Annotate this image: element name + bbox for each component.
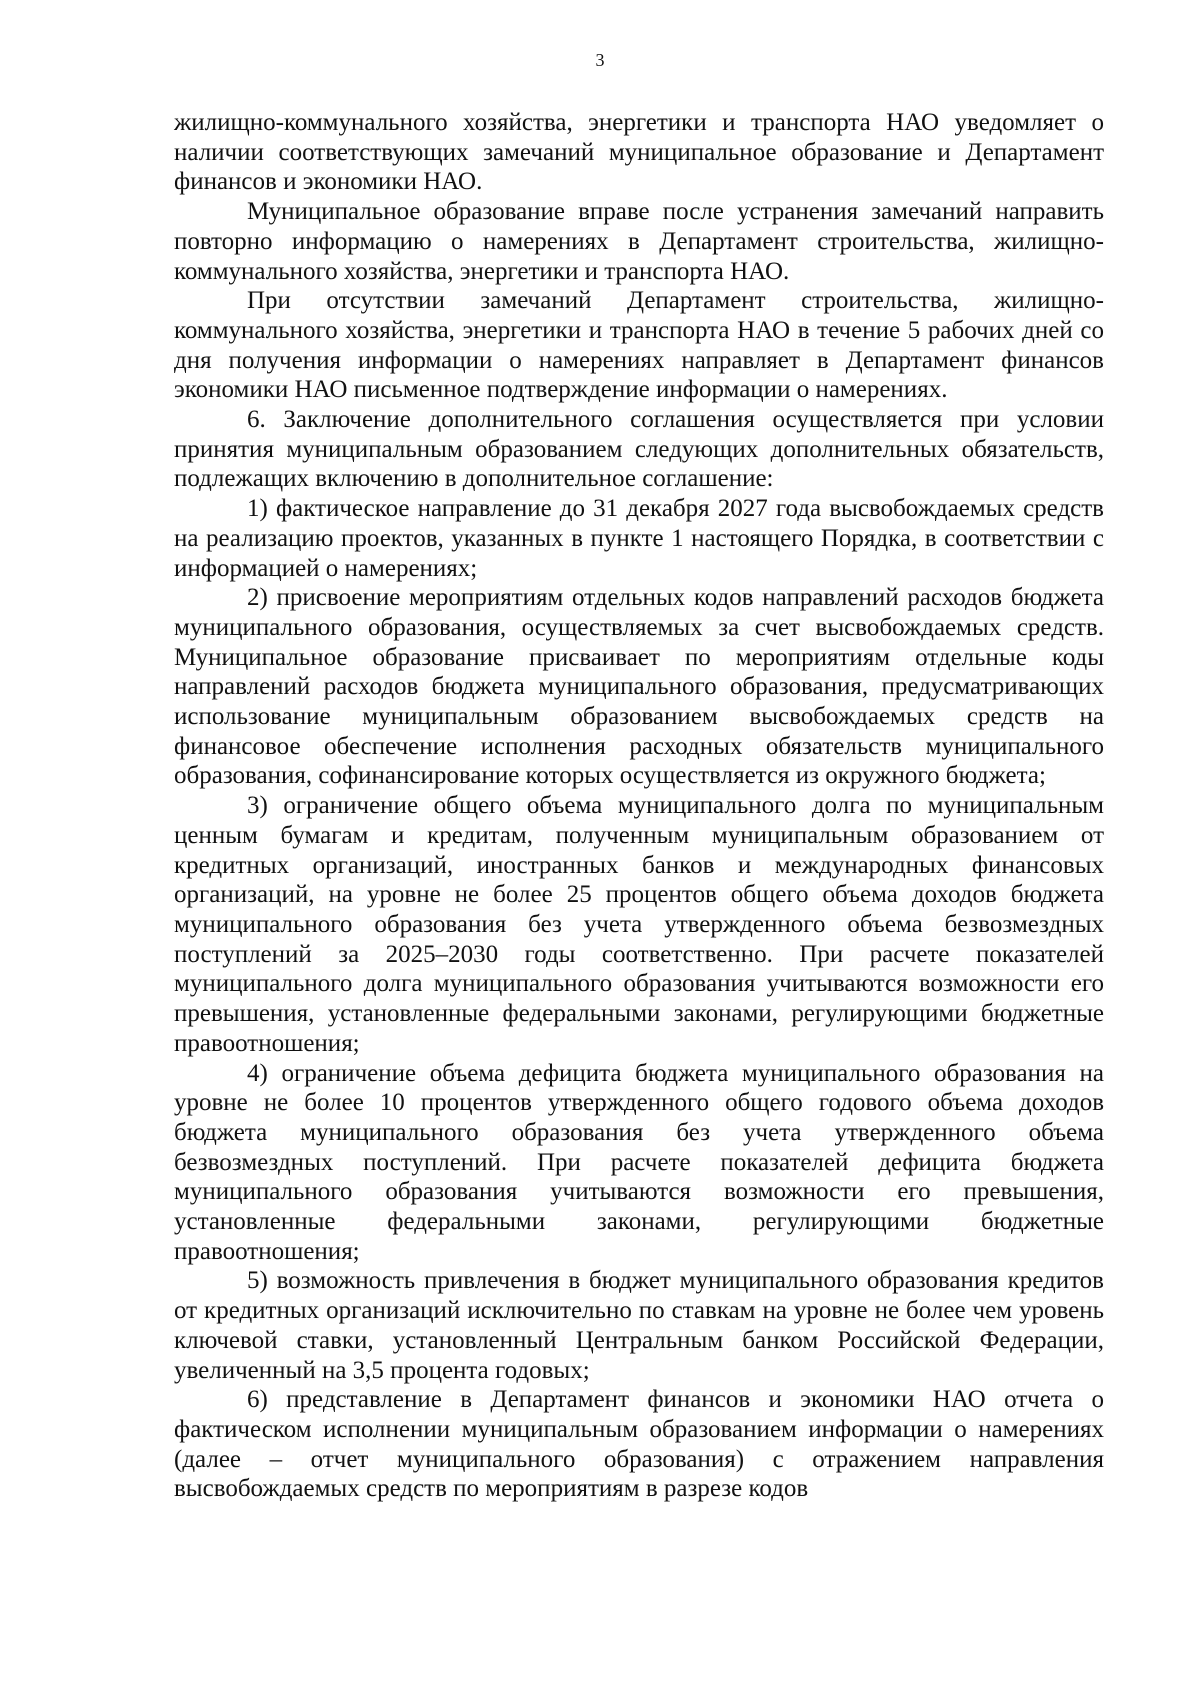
paragraph-clause-6: 6. Заключение дополнительного соглашения осуществляется при условии принятия муниципальным образованием следующих дополнительных обязательств, подлежащих включению в дополнительное соглашение: <box>174 406 1104 493</box>
paragraph-continuation: жилищно-коммунального хозяйства, энергетики и транспорта НАО уведомляет о наличии соответствующих замечаний муниципальное образование и Департамент финансов и экономики НАО. <box>174 109 1104 196</box>
paragraph-confirmation: При отсутствии замечаний Департамент строительства, жилищно-коммунального хозяйства, энергетики и транспорта НАО в течение 5 рабочих дней со дня получения информации о намерениях направляет в Департамент финансов экономики НАО письменное подтверждение информации о намерениях. <box>174 287 1104 404</box>
document-body <box>174 108 1104 1504</box>
paragraph-item-2: 2) присвоение мероприятиям отдельных кодов направлений расходов бюджета муниципального образования, осуществляемых за счет высвобождаемых средств. Муниципальное образование присваивает по мероприятиям отдельные коды направлений расходов бюджета муниципального образования, предусматривающих использование муниципальным образованием высвобождаемых средств на финансовое обеспечение исполнения расходных обязательств муниципального образования, софинансирование которых осуществляется из окружного бюджета; <box>174 584 1104 790</box>
paragraph-item-5: 5) возможность привлечения в бюджет муниципального образования кредитов от кредитных организаций исключительно по ставкам на уровне не более чем уровень ключевой ставки, установленный Центральным банком Российской Федерации, увеличенный на 3,5 процента годовых; <box>174 1267 1104 1384</box>
paragraph-resubmission: Муниципальное образование вправе после устранения замечаний направить повторно информацию о намерениях в Департамент строительства, жилищно-коммунального хозяйства, энергетики и транспорта НАО. <box>174 198 1104 285</box>
paragraph-item-1: 1) фактическое направление до 31 декабря 2027 года высвобождаемых средств на реализацию проектов, указанных в пункте 1 настоящего Порядка, в соответствии с информацией о намерениях; <box>174 495 1104 582</box>
page-number: 3 <box>595 50 605 70</box>
paragraph-item-4: 4) ограничение объема дефицита бюджета муниципального образования на уровне не более 10 процентов утвержденного общего годового объема доходов бюджета муниципального образования без учета утвержденного объема безвозмездных поступлений. При расчете показателей дефицита бюджета муниципального образования учитываются возможности его превышения, установленные федеральными законами, регулирующими бюджетные правоотношения; <box>174 1059 1104 1265</box>
paragraph-item-6: 6) представление в Департамент финансов и экономики НАО отчета о фактическом исполнении муниципальным образованием информации о намерениях (далее – отчет муниципального образования) с отражением направления высвобождаемых средств по мероприятиям в разрезе кодов <box>174 1386 1104 1503</box>
paragraph-item-3: 3) ограничение общего объема муниципального долга по муниципальным ценным бумагам и кредитам, полученным муниципальным образованием от кредитных организаций, иностранных банков и международных финансовых организаций, на уровне не более 25 процентов общего объема доходов бюджета муниципального образования без учета утвержденного объема безвозмездных поступлений за 2025–2030 годы соответственно. При расчете показателей муниципального долга муниципального образования учитываются возможности его превышения, установленные федеральными законами, регулирующими бюджетные правоотношения; <box>174 792 1104 1057</box>
